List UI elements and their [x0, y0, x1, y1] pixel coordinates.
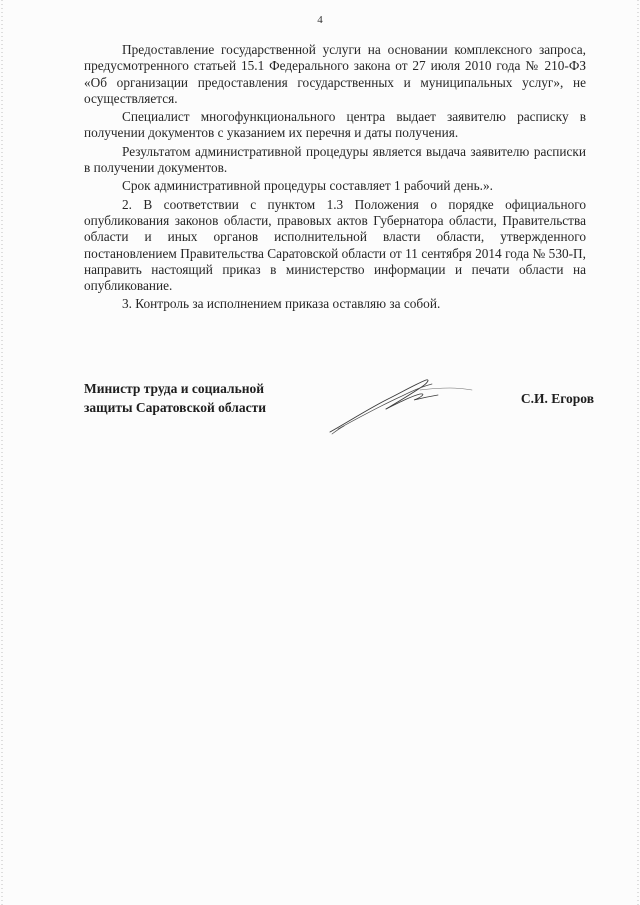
signer-name: С.И. Егоров	[520, 391, 594, 406]
signer-position	[84, 380, 324, 417]
paragraph-result: Результатом административной процедуры является выдача заявителю расписки в получении документов.	[84, 143, 586, 176]
handwritten-signature-icon	[316, 372, 476, 442]
scan-edge-right	[637, 0, 639, 905]
document-body	[84, 42, 586, 315]
paragraph-control: 3. Контроль за исполнением приказа оставляю за собой.	[122, 296, 441, 312]
page-number: 4	[317, 14, 323, 26]
paragraph-receipt: Специалист многофункционального центра выдает заявителю расписку в получении документов с указанием их перечня и даты получения.	[84, 109, 586, 141]
paragraph-publication: 2. В соответствии с пунктом 1.3 Положения о порядке официального опубликования законов области, правовых актов Губернатора области, Правительства области и иных органов исполнительной власти области, утвержденного постановлением Правительства Саратовской области от 11 сентября 2014 года № 530-П, направить настоящий приказ в министерство информации и печати области на опубликование.	[84, 196, 586, 294]
scan-edge-left	[1, 0, 3, 905]
signer-position-line-2: защиты Саратовской области	[84, 399, 267, 415]
signer-position-line-1: Министр труда и социальной	[84, 381, 265, 396]
paragraph-deadline: Срок административной процедуры составляет 1 рабочий день.».	[122, 178, 493, 194]
signature-block	[84, 380, 594, 460]
paragraph-complex-request: Предоставление государственной услуги на основании комплексного запроса, предусмотренного статьей 15.1 Федерального закона от 27 июля 2010 года № 210-ФЗ «Об организации предоставления государственных и муниципальных услуг», не осуществляется.	[84, 42, 586, 106]
